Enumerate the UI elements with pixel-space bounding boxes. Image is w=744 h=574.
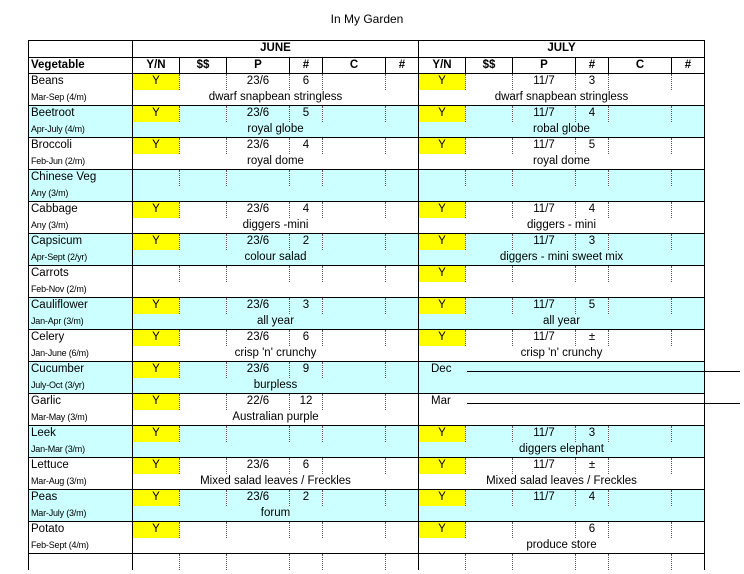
cost-cell	[180, 522, 227, 538]
empty-cell	[133, 554, 180, 570]
c-cell	[323, 266, 386, 282]
corner-cell	[29, 41, 133, 58]
cost-cell	[180, 106, 227, 122]
planted-date-cell: 11/7	[513, 74, 576, 90]
count2-cell	[672, 458, 705, 474]
vegetable-name: Beans	[29, 74, 133, 90]
cost-cell	[180, 394, 227, 410]
yn-cell: Y	[419, 490, 466, 506]
variety-row	[29, 90, 705, 106]
variety-row	[29, 346, 705, 362]
variety-row	[29, 442, 705, 458]
yn-cell: Y	[133, 426, 180, 442]
planting-season: Jan-Mar (3/m)	[29, 442, 133, 458]
planted-date-cell	[513, 522, 576, 538]
cost-cell	[466, 522, 513, 538]
col-header: C	[323, 57, 386, 74]
yn-cell: Y	[419, 74, 466, 90]
empty-cell	[323, 554, 386, 570]
variety-july: dwarf snapbean stringless	[419, 90, 705, 106]
planted-date-cell: 22/6	[227, 394, 290, 410]
count-cell: 3	[576, 74, 609, 90]
planted-date-cell: 23/6	[227, 458, 290, 474]
planted-date-cell: 11/7	[513, 298, 576, 314]
vegetable-name: Cucumber	[29, 362, 133, 378]
variety-july: diggers elephant	[419, 442, 705, 458]
empty-cell	[227, 554, 290, 570]
yn-cell: Y	[419, 266, 466, 282]
vegetable-row	[29, 234, 705, 250]
c-cell	[323, 458, 386, 474]
vegetable-name: Cauliflower	[29, 298, 133, 314]
c-cell	[323, 202, 386, 218]
c-cell	[609, 266, 672, 282]
planted-date-cell	[513, 266, 576, 282]
planted-date-cell: 23/6	[227, 362, 290, 378]
vegetable-name: Lettuce	[29, 458, 133, 474]
variety-june: crisp 'n' crunchy	[133, 346, 419, 362]
c-cell	[609, 298, 672, 314]
c-cell	[609, 234, 672, 250]
vegetable-name: Peas	[29, 490, 133, 506]
count-cell: 12	[290, 394, 323, 410]
planting-season: Any (3/m)	[29, 186, 133, 202]
variety-row	[29, 506, 705, 522]
count2-cell	[386, 106, 419, 122]
count-cell: 4	[290, 202, 323, 218]
planting-season: July-Oct (3/yr)	[29, 378, 133, 394]
cost-cell	[180, 298, 227, 314]
variety-july: royal dome	[419, 154, 705, 170]
yn-cell: Y	[133, 394, 180, 410]
count2-cell	[672, 522, 705, 538]
vegetable-row	[29, 298, 705, 314]
vegetable-row	[29, 394, 705, 410]
yn-cell: Y	[419, 106, 466, 122]
planting-season: Feb-Jun (2/m)	[29, 154, 133, 170]
planted-date-cell: 23/6	[227, 74, 290, 90]
c-cell	[609, 490, 672, 506]
count-cell: 6	[576, 522, 609, 538]
comment-connector-line	[467, 403, 741, 404]
count-cell: 4	[576, 490, 609, 506]
variety-june: royal globe	[133, 122, 419, 138]
variety-row	[29, 250, 705, 266]
c-cell	[323, 74, 386, 90]
month-note: Dec	[419, 362, 705, 378]
planting-season: Mar-Sep (4/m)	[29, 90, 133, 106]
empty-cell	[419, 554, 466, 570]
planted-date-cell: 23/6	[227, 490, 290, 506]
col-header: Y/N	[419, 57, 466, 74]
count2-cell	[672, 106, 705, 122]
yn-cell: Y	[133, 202, 180, 218]
count-cell: 2	[290, 490, 323, 506]
cost-cell	[466, 266, 513, 282]
vegetable-name	[29, 554, 133, 570]
count2-cell	[672, 266, 705, 282]
cost-cell	[466, 234, 513, 250]
variety-july	[419, 282, 705, 298]
count-cell: 4	[290, 138, 323, 154]
count-cell: 5	[576, 298, 609, 314]
planted-date-cell	[513, 170, 576, 186]
count-cell	[290, 522, 323, 538]
yn-cell: Y	[133, 458, 180, 474]
vegetable-row	[29, 490, 705, 506]
yn-cell: Y	[133, 138, 180, 154]
vegetable-name: Garlic	[29, 394, 133, 410]
cost-cell	[466, 202, 513, 218]
garden-table	[28, 40, 705, 570]
cost-cell	[466, 74, 513, 90]
col-header: P	[513, 57, 576, 74]
count-cell: 6	[290, 74, 323, 90]
count2-cell	[672, 138, 705, 154]
yn-cell: Y	[419, 458, 466, 474]
month-header-july: JULY	[419, 41, 705, 58]
count2-cell	[386, 170, 419, 186]
count2-cell	[672, 330, 705, 346]
variety-june	[133, 442, 419, 458]
variety-june	[133, 538, 419, 554]
yn-cell: Y	[133, 106, 180, 122]
yn-cell: Y	[133, 298, 180, 314]
planted-date-cell: 11/7	[513, 202, 576, 218]
c-cell	[609, 138, 672, 154]
variety-july	[419, 506, 705, 522]
vegetable-row	[29, 522, 705, 538]
cost-cell	[180, 74, 227, 90]
count-cell: 6	[290, 330, 323, 346]
planting-season: Jan-Apr (3/m)	[29, 314, 133, 330]
variety-june: Mixed salad leaves / Freckles	[133, 474, 419, 490]
cost-cell	[180, 202, 227, 218]
planted-date-cell: 11/7	[513, 234, 576, 250]
count-cell	[290, 170, 323, 186]
planted-date-cell: 11/7	[513, 138, 576, 154]
planting-season: Feb-Sept (4/m)	[29, 538, 133, 554]
col-header: P	[227, 57, 290, 74]
empty-cell	[672, 554, 705, 570]
c-cell	[609, 202, 672, 218]
planting-season: Any (3/m)	[29, 218, 133, 234]
c-cell	[323, 234, 386, 250]
planting-season: Mar-July (3/m)	[29, 506, 133, 522]
yn-cell: Y	[419, 234, 466, 250]
empty-cell	[576, 554, 609, 570]
vegetable-row	[29, 202, 705, 218]
c-cell	[323, 138, 386, 154]
variety-june: forum	[133, 506, 419, 522]
count-cell: ±	[576, 330, 609, 346]
cost-cell	[180, 458, 227, 474]
count2-cell	[386, 490, 419, 506]
yn-cell: Y	[419, 138, 466, 154]
yn-cell: Y	[419, 202, 466, 218]
count-cell: 9	[290, 362, 323, 378]
vegetable-row	[29, 362, 705, 378]
planted-date-cell	[227, 266, 290, 282]
col-header: #	[672, 57, 705, 74]
variety-july	[419, 378, 705, 394]
cost-cell	[180, 234, 227, 250]
count2-cell	[386, 298, 419, 314]
count2-cell	[386, 202, 419, 218]
planted-date-cell: 23/6	[227, 298, 290, 314]
variety-june	[133, 282, 419, 298]
planted-date-cell: 23/6	[227, 106, 290, 122]
planted-date-cell	[227, 522, 290, 538]
c-cell	[323, 394, 386, 410]
c-cell	[609, 458, 672, 474]
count-cell: 3	[576, 426, 609, 442]
cost-cell	[466, 106, 513, 122]
yn-cell: Y	[133, 74, 180, 90]
cost-cell	[180, 490, 227, 506]
planting-season: Apr-July (4/m)	[29, 122, 133, 138]
planted-date-cell: 11/7	[513, 106, 576, 122]
vegetable-name: Potato	[29, 522, 133, 538]
count2-cell	[672, 426, 705, 442]
vegetable-name: Broccoli	[29, 138, 133, 154]
comment-connector-line	[467, 371, 741, 372]
empty-cell	[290, 554, 323, 570]
count2-cell	[386, 266, 419, 282]
count2-cell	[672, 74, 705, 90]
c-cell	[323, 298, 386, 314]
planted-date-cell: 23/6	[227, 138, 290, 154]
vegetable-name: Carrots	[29, 266, 133, 282]
cost-cell	[466, 490, 513, 506]
count2-cell	[386, 522, 419, 538]
variety-july: robal globe	[419, 122, 705, 138]
variety-june: Australian purple	[133, 410, 419, 426]
cost-cell	[466, 458, 513, 474]
c-cell	[323, 426, 386, 442]
col-header: #	[290, 57, 323, 74]
count2-cell	[386, 394, 419, 410]
c-cell	[323, 170, 386, 186]
count2-cell	[386, 458, 419, 474]
variety-row	[29, 282, 705, 298]
cost-cell	[466, 138, 513, 154]
count-cell: 6	[290, 458, 323, 474]
count2-cell	[386, 426, 419, 442]
c-cell	[609, 106, 672, 122]
variety-row	[29, 218, 705, 234]
vegetable-name: Leek	[29, 426, 133, 442]
planted-date-cell: 11/7	[513, 426, 576, 442]
planted-date-cell: 11/7	[513, 330, 576, 346]
c-cell	[609, 74, 672, 90]
month-note: Mar	[419, 394, 705, 410]
cost-cell	[180, 426, 227, 442]
variety-july: diggers - mini	[419, 218, 705, 234]
variety-row	[29, 474, 705, 490]
planting-season: Mar-Aug (3/m)	[29, 474, 133, 490]
count2-cell	[672, 170, 705, 186]
col-header: #	[386, 57, 419, 74]
c-cell	[323, 106, 386, 122]
cost-cell	[180, 170, 227, 186]
vegetable-name: Capsicum	[29, 234, 133, 250]
empty-cell	[466, 554, 513, 570]
count-cell	[576, 266, 609, 282]
yn-cell: Y	[419, 522, 466, 538]
col-header: Y/N	[133, 57, 180, 74]
count-cell: 5	[290, 106, 323, 122]
planted-date-cell: 11/7	[513, 490, 576, 506]
variety-row	[29, 122, 705, 138]
count2-cell	[386, 74, 419, 90]
cost-cell	[180, 330, 227, 346]
count2-cell	[386, 234, 419, 250]
count2-cell	[672, 490, 705, 506]
variety-row	[29, 378, 705, 394]
count-cell: ±	[576, 458, 609, 474]
variety-row	[29, 410, 705, 426]
count-cell: 5	[576, 138, 609, 154]
c-cell	[323, 362, 386, 378]
count-cell: 3	[576, 234, 609, 250]
count-cell	[290, 266, 323, 282]
variety-row	[29, 186, 705, 202]
empty-cell	[180, 554, 227, 570]
col-header: $$	[466, 57, 513, 74]
variety-july: diggers - mini sweet mix	[419, 250, 705, 266]
variety-july: crisp 'n' crunchy	[419, 346, 705, 362]
col-header: C	[609, 57, 672, 74]
cost-cell	[180, 138, 227, 154]
planting-season: Jan-June (6/m)	[29, 346, 133, 362]
vegetable-row	[29, 138, 705, 154]
count2-cell	[386, 138, 419, 154]
variety-july	[419, 186, 705, 202]
c-cell	[609, 330, 672, 346]
yn-cell: Y	[133, 522, 180, 538]
col-header: #	[576, 57, 609, 74]
vegetable-row	[29, 74, 705, 90]
empty-cell	[513, 554, 576, 570]
count2-cell	[672, 298, 705, 314]
vegetable-row	[29, 170, 705, 186]
planted-date-cell	[227, 426, 290, 442]
cost-cell	[466, 170, 513, 186]
variety-june	[133, 186, 419, 202]
variety-july: Mixed salad leaves / Freckles	[419, 474, 705, 490]
variety-june: all year	[133, 314, 419, 330]
vegetable-row	[29, 266, 705, 282]
vegetable-row	[29, 426, 705, 442]
vegetable-name: Chinese Veg	[29, 170, 133, 186]
count2-cell	[672, 202, 705, 218]
col-header: $$	[180, 57, 227, 74]
vegetable-name: Beetroot	[29, 106, 133, 122]
count-cell: 2	[290, 234, 323, 250]
yn-cell: Y	[133, 330, 180, 346]
planted-date-cell	[227, 170, 290, 186]
count-cell: 4	[576, 202, 609, 218]
vegetable-header: Vegetable	[29, 57, 133, 74]
planted-date-cell: 23/6	[227, 234, 290, 250]
c-cell	[323, 490, 386, 506]
count-cell	[576, 170, 609, 186]
variety-july	[419, 410, 705, 426]
variety-row	[29, 314, 705, 330]
count2-cell	[386, 330, 419, 346]
cost-cell	[180, 362, 227, 378]
cost-cell	[466, 330, 513, 346]
count-cell: 4	[576, 106, 609, 122]
cost-cell	[466, 298, 513, 314]
variety-row	[29, 154, 705, 170]
planted-date-cell: 23/6	[227, 202, 290, 218]
yn-cell: Y	[419, 426, 466, 442]
variety-july: all year	[419, 314, 705, 330]
variety-june: burpless	[133, 378, 419, 394]
count2-cell	[386, 362, 419, 378]
planting-season: Feb-Nov (2/m)	[29, 282, 133, 298]
count2-cell	[672, 234, 705, 250]
empty-cell	[609, 554, 672, 570]
vegetable-name: Celery	[29, 330, 133, 346]
vegetable-row	[29, 458, 705, 474]
yn-cell	[419, 170, 466, 186]
yn-cell: Y	[133, 234, 180, 250]
variety-june: colour salad	[133, 250, 419, 266]
sheet-title: In My Garden	[330, 12, 404, 26]
cost-cell	[466, 426, 513, 442]
c-cell	[609, 170, 672, 186]
yn-cell: Y	[133, 362, 180, 378]
planted-date-cell: 23/6	[227, 330, 290, 346]
c-cell	[323, 522, 386, 538]
month-header-june: JUNE	[133, 41, 419, 58]
yn-cell: Y	[419, 298, 466, 314]
c-cell	[609, 522, 672, 538]
count-cell	[290, 426, 323, 442]
c-cell	[609, 426, 672, 442]
variety-june: dwarf snapbean stringless	[133, 90, 419, 106]
vegetable-row	[29, 554, 705, 570]
variety-june: diggers -mini	[133, 218, 419, 234]
planted-date-cell: 11/7	[513, 458, 576, 474]
count-cell: 3	[290, 298, 323, 314]
vegetable-row	[29, 106, 705, 122]
yn-cell: Y	[133, 490, 180, 506]
variety-june: royal dome	[133, 154, 419, 170]
c-cell	[323, 330, 386, 346]
yn-cell	[133, 266, 180, 282]
empty-cell	[386, 554, 419, 570]
planting-season: Mar-May (3/m)	[29, 410, 133, 426]
planting-season: Apr-Sept (2/yr)	[29, 250, 133, 266]
vegetable-row	[29, 330, 705, 346]
yn-cell	[133, 170, 180, 186]
variety-july: produce store	[419, 538, 705, 554]
vegetable-name: Cabbage	[29, 202, 133, 218]
cost-cell	[180, 266, 227, 282]
yn-cell: Y	[419, 330, 466, 346]
variety-row	[29, 538, 705, 554]
